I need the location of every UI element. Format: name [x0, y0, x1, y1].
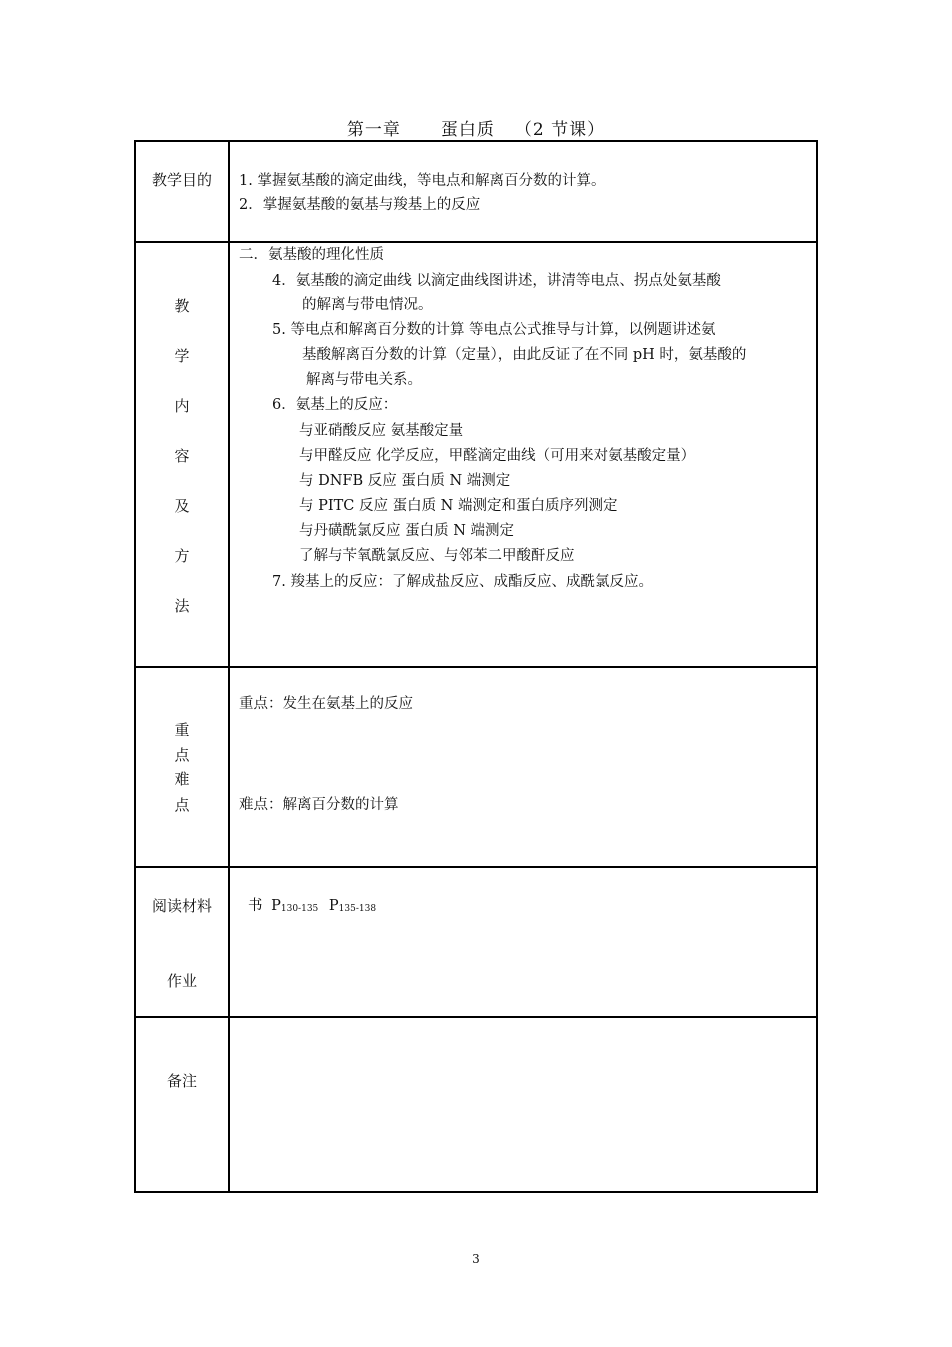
key-points-cell [229, 667, 817, 867]
page-number: 3 [472, 1252, 480, 1266]
label-key-points [135, 667, 229, 867]
row-reading [135, 867, 817, 1017]
page-title [0, 115, 952, 140]
content-line: 与亚硝酸反应 氨基酸定量 [299, 423, 464, 439]
key-label-char: 难 [174, 770, 190, 788]
content-label-char: 及 [174, 497, 190, 515]
content-line: 6．氨基上的反应： [272, 397, 398, 413]
content-line: 与丹磺酰氯反应 蛋白质 N 端测定 [299, 523, 515, 539]
content-line: 基酸解离百分数的计算（定量），由此反证了在不同 pH 时，氨基酸的 [302, 347, 747, 363]
objectives-label: 教学目的 [151, 171, 212, 189]
focus-text: 重点：发生在氨基上的反应 [239, 696, 413, 712]
content-line: 4．氨基酸的滴定曲线 以滴定曲线图讲述，讲清等电点、拐点处氨基酸 [272, 273, 721, 289]
content-line: 与甲醛反应 化学反应，甲醛滴定曲线（可用来对氨基酸定量） [299, 448, 696, 464]
chapter-label: 第一章 [346, 120, 401, 140]
content-line: 的解离与带电情况。 [302, 297, 433, 313]
key-label-char: 点 [174, 746, 190, 764]
content-line: 解离与带电关系。 [306, 372, 422, 388]
page-range-2 [329, 898, 376, 914]
label-objectives [135, 141, 229, 242]
remarks-cell [229, 1017, 817, 1192]
book-label: 书 [248, 898, 263, 914]
content-label-char: 内 [174, 397, 190, 415]
content-label-char: 教 [174, 297, 190, 315]
content-line: 7. 羧基上的反应：了解成盐反应、成酯反应、成酰氯反应。 [272, 574, 653, 590]
homework-label: 作业 [166, 972, 197, 990]
page-prefix: P [328, 898, 339, 914]
key-label-char: 点 [174, 796, 190, 814]
difficulty-text: 难点：解离百分数的计算 [239, 797, 399, 813]
label-content [135, 242, 229, 667]
row-objectives [135, 141, 817, 242]
content-line: 二．氨基酸的理化性质 [239, 247, 384, 263]
row-remarks [135, 1017, 817, 1192]
content-label-char: 容 [174, 447, 190, 465]
content-label-char: 方 [174, 547, 190, 565]
content-cell [229, 242, 817, 667]
page-prefix: P [271, 898, 281, 914]
lesson-count: （2 节课） [514, 120, 606, 140]
page-range-value: 130-135 [280, 904, 319, 914]
reading-cell [229, 867, 817, 1017]
objective-item-2: 2．掌握氨基酸的氨基与羧基上的反应 [239, 197, 481, 213]
reading-pages [248, 899, 376, 914]
page-range-1 [271, 898, 318, 914]
content-line: 5. 等电点和解离百分数的计算 等电点公式推导与计算，以例题讲述氨 [272, 322, 716, 338]
label-remarks [135, 1017, 229, 1192]
row-content [135, 242, 817, 667]
row-key-points [135, 667, 817, 867]
content-label-char: 法 [174, 597, 190, 615]
chapter-topic: 蛋白质 [440, 120, 495, 140]
remarks-label: 备注 [166, 1072, 197, 1090]
objective-item-1: 1. 掌握氨基酸的滴定曲线，等电点和解离百分数的计算。 [239, 173, 606, 189]
label-reading [135, 867, 229, 1017]
content-line: 与 PITC 反应 蛋白质 N 端测定和蛋白质序列测定 [299, 498, 618, 514]
page-range-value: 135-138 [338, 904, 377, 914]
content-line: 了解与苄氧酰氯反应、与邻苯二甲酸酐反应 [299, 548, 575, 564]
lesson-plan-table [134, 140, 818, 1193]
content-line: 与 DNFB 反应 蛋白质 N 端测定 [299, 473, 511, 489]
reading-label: 阅读材料 [151, 897, 212, 915]
key-label-char: 重 [174, 721, 190, 739]
objectives-cell [229, 141, 817, 242]
content-label-char: 学 [174, 347, 190, 365]
